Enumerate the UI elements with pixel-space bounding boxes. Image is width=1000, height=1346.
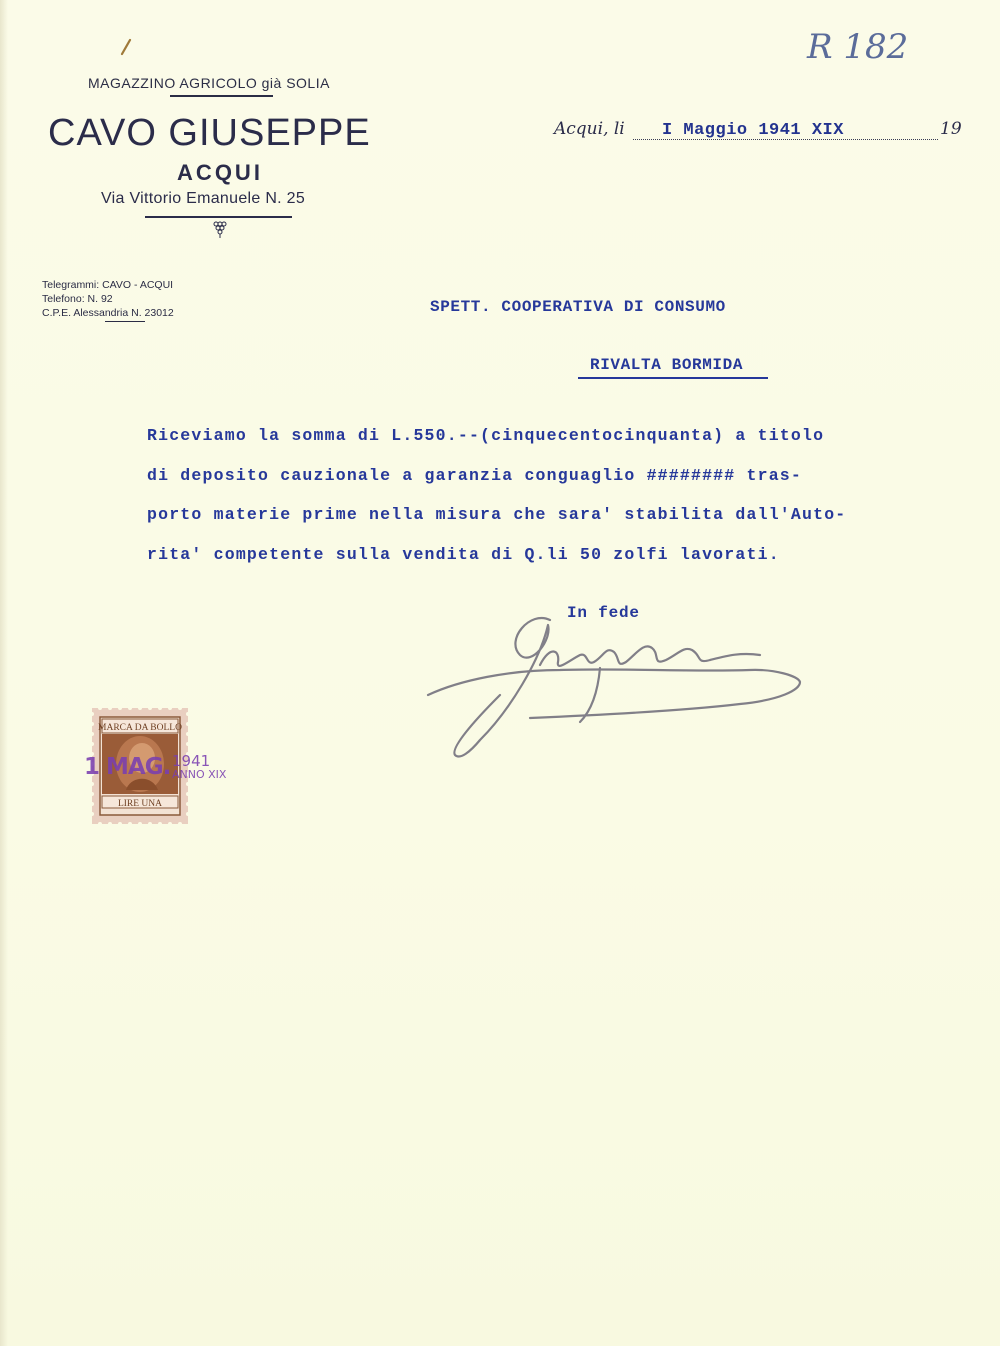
- contact-cpe: C.P.E. Alessandria N. 23012: [42, 307, 174, 319]
- body-line: rita' competente sulla vendita di Q.li 50 zolfi lavorati.: [147, 545, 780, 564]
- contact-telegram: Telegrammi: CAVO - ACQUI: [42, 279, 174, 291]
- svg-text:R 182: R 182: [807, 27, 909, 67]
- company-city: ACQUI: [177, 160, 263, 185]
- address-divider: [145, 216, 292, 218]
- recipient-name: SPETT. COOPERATIVA DI CONSUMO: [430, 298, 726, 316]
- contacts-underline: [105, 321, 145, 322]
- postmark-year: 1941: [172, 752, 211, 770]
- handwritten-note: [805, 22, 935, 72]
- svg-text:LIRE UNA: LIRE UNA: [117, 799, 163, 809]
- dateline-year-prefix: 19: [940, 119, 962, 139]
- pencil-mark: [118, 38, 132, 56]
- dateline-date: I Maggio 1941 XIX: [662, 121, 844, 140]
- company-address: Via Vittorio Emanuele N. 25: [101, 190, 306, 207]
- letterhead-top-underline: [170, 95, 273, 97]
- contact-phone: Telefono: N. 92: [42, 293, 113, 305]
- body-line: Riceviamo la somma di L.550.--(cinquecentocinquanta) a titolo: [147, 426, 825, 445]
- grape-ornament-icon: [211, 220, 229, 240]
- recipient-destination: RIVALTA BORMIDA: [590, 356, 744, 374]
- handwritten-signature: [420, 600, 820, 770]
- dateline-place: Acqui, li: [554, 119, 625, 139]
- postmark-era: ANNO XIX: [172, 768, 227, 781]
- svg-text:MARCA DA BOLLO: MARCA DA BOLLO: [98, 723, 182, 733]
- letterhead-top-line: MAGAZZINO AGRICOLO già SOLIA: [88, 75, 330, 91]
- body-line: di deposito cauzionale a garanzia conguaglio ######## tras-: [147, 466, 802, 485]
- company-name: CAVO GIUSEPPE: [48, 112, 371, 154]
- paper-edge: [0, 0, 8, 1346]
- body-line: porto materie prime nella misura che sara' stabilita dall'Auto-: [147, 505, 847, 524]
- destination-underline: [578, 377, 768, 379]
- closing: In fede: [567, 604, 640, 622]
- postmark-day: 1 MAG.: [84, 754, 171, 780]
